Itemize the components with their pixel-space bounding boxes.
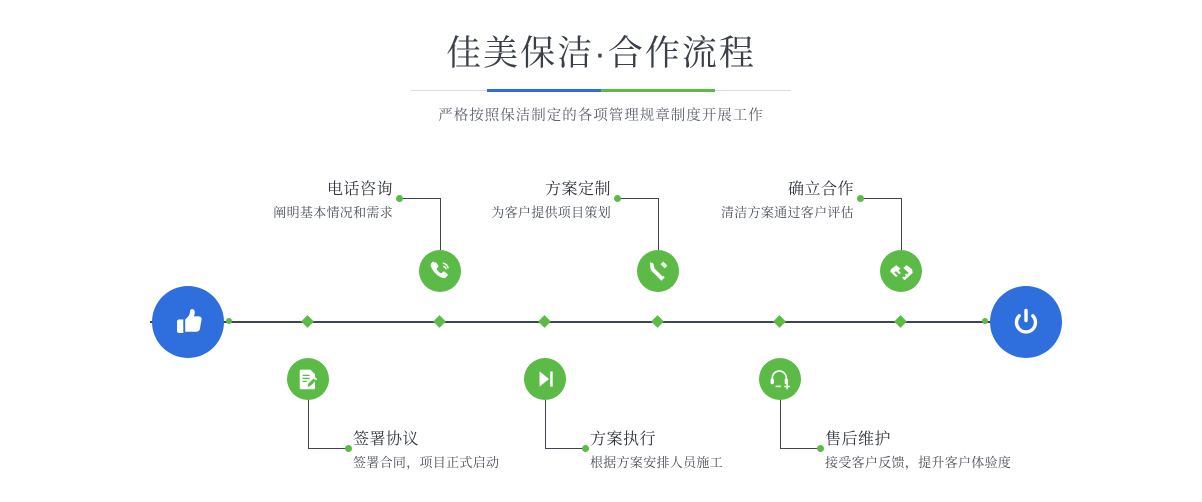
step-label-plan-custom: 方案定制 为客户提供项目策划 [491,181,611,220]
headset-add-icon [768,367,792,391]
step-icon-plan-execute [524,358,566,400]
step-icon-after-sales [759,358,801,400]
step-label-phone-consult: 电话咨询 阐明基本情况和需求 [273,181,393,220]
connector-endpoint [345,445,352,452]
connector-endpoint [582,445,589,452]
step-icon-sign-agreement [287,358,329,400]
connector-horizontal [860,198,901,199]
handshake-icon [889,259,914,284]
timeline-end-node [990,286,1062,358]
step-icon-plan-custom [637,250,679,292]
step-label-plan-execute: 方案执行 根据方案安排人员施工 [590,431,724,470]
axis-marker-diamond [894,315,907,328]
axis-marker-dot [226,318,232,324]
connector-vertical [545,400,546,448]
axis-marker-dot [773,315,786,328]
axis-marker-dot [982,318,988,324]
connector-endpoint [857,195,864,202]
step-label-sign-agreement: 签署协议 签署合同，项目正式启动 [353,431,500,470]
phone-ring-icon [428,259,452,283]
timeline-axis [150,321,1052,323]
connector-horizontal [780,448,820,449]
document-pen-icon [296,367,320,391]
step-icon-establish-cooperation [880,250,922,292]
page-title: 佳美保洁·合作流程 [446,34,756,73]
axis-marker-dot [301,315,314,328]
connector-horizontal [308,448,348,449]
timeline-start-node [152,286,224,358]
divider-segment-green [601,89,715,92]
connector-vertical [308,400,309,448]
axis-marker-dot [538,315,551,328]
connector-horizontal [545,448,585,449]
connector-vertical [901,198,902,250]
title-divider [411,89,791,92]
axis-marker-diamond [651,315,664,328]
axis-marker-diamond [433,315,446,328]
timeline-diagram [0,150,1202,502]
step-label-after-sales: 售后维护 接受客户反馈，提升客户体验度 [825,431,1012,470]
thumbs-up-icon [169,303,207,341]
header [0,30,1202,125]
step-icon-phone-consult [419,250,461,292]
connector-endpoint [817,445,824,452]
play-forward-icon [533,367,557,391]
page-subtitle: 严格按照保洁制定的各项管理规章制度开展工作 [438,108,764,124]
connector-vertical [780,400,781,448]
step-label-establish-cooperation: 确立合作 清洁方案通过客户评估 [720,181,854,220]
power-icon [1007,303,1045,341]
pen-ruler-icon [646,259,670,283]
divider-segment-blue [487,89,601,92]
